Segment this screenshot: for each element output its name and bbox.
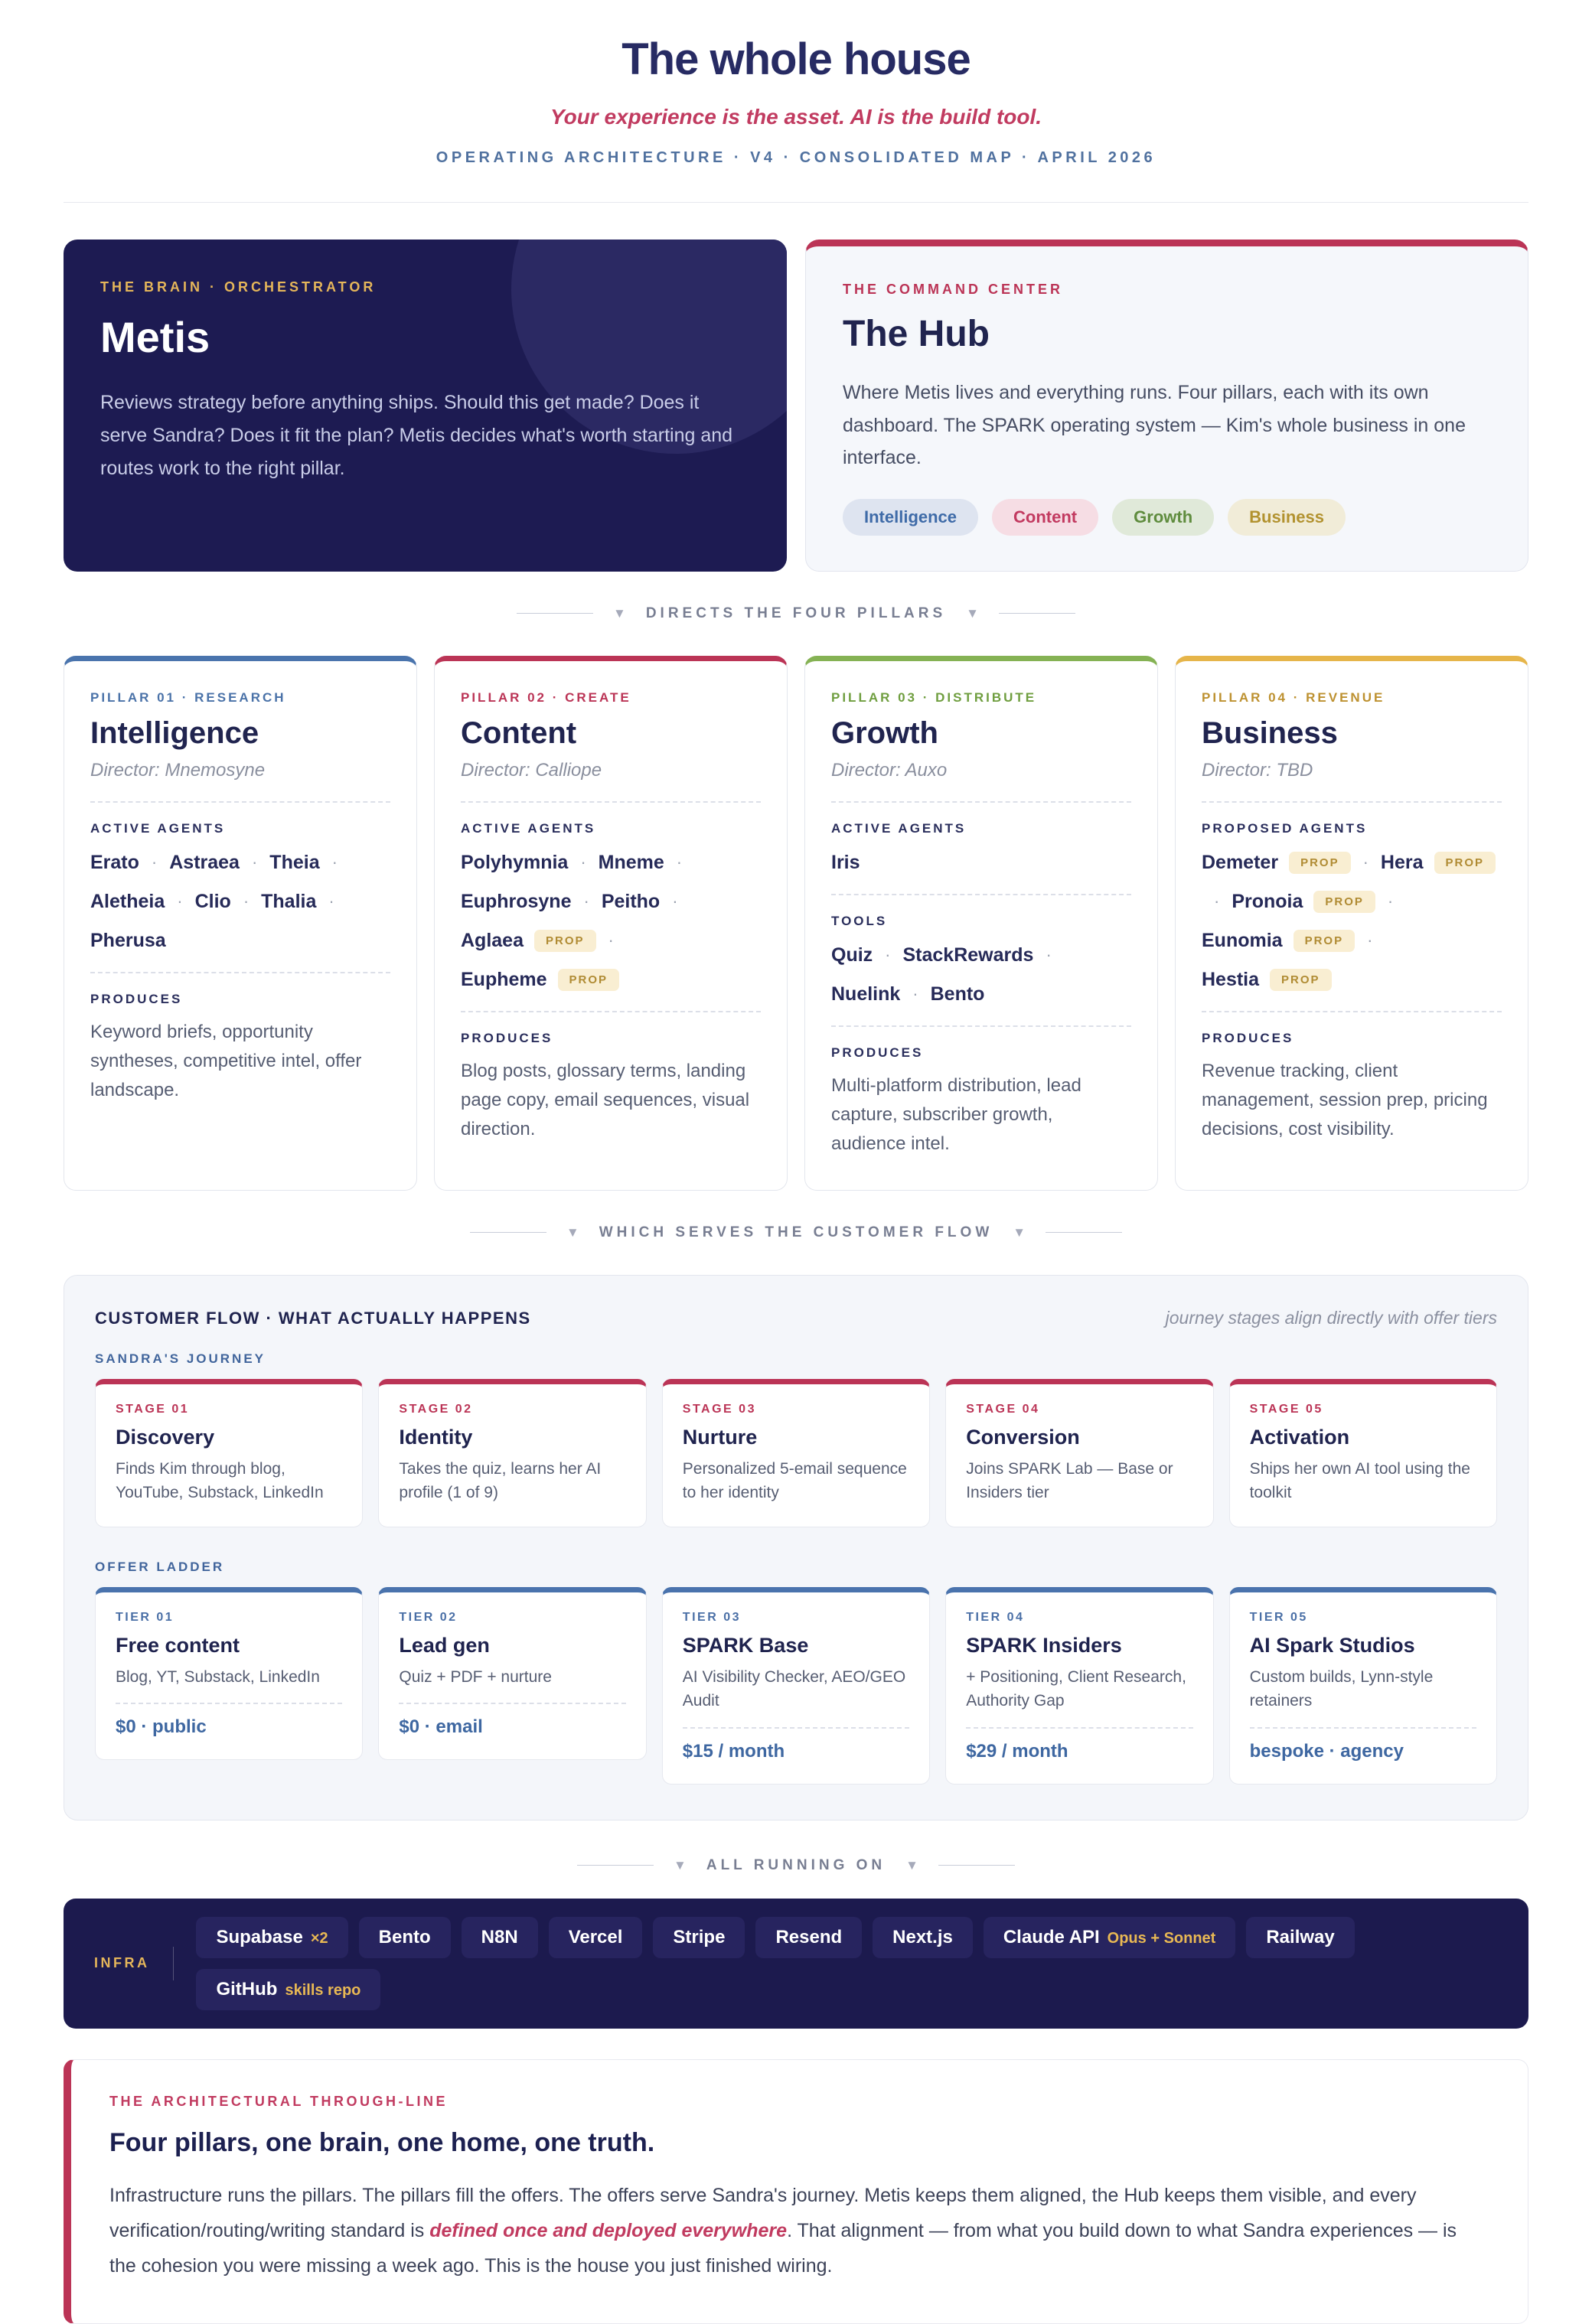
infra-label: INFRA <box>94 1955 150 1971</box>
prop-badge: PROP <box>1434 852 1496 874</box>
page-header <box>64 34 1528 203</box>
agent-name: Demeter <box>1202 851 1279 873</box>
chip-label: Resend <box>775 1926 843 1948</box>
dashed-divider <box>461 801 761 803</box>
chip-accent: Opus + Sonnet <box>1107 1929 1216 1947</box>
infra-chip-n8n <box>462 1917 538 1958</box>
stage-card-conversion <box>945 1379 1213 1527</box>
agents-heading: PROPOSED AGENTS <box>1202 820 1368 836</box>
agent-item <box>1232 891 1375 913</box>
agent-list <box>90 852 390 952</box>
dot-separator: · <box>177 891 183 911</box>
dashed-divider <box>116 1703 342 1704</box>
divider-line <box>938 1865 1015 1866</box>
agents-heading: ACTIVE AGENTS <box>90 820 226 836</box>
stage-card-discovery <box>95 1379 363 1527</box>
agent-item <box>90 852 139 874</box>
infra-chip-row <box>196 1917 1498 2010</box>
dot-separator: · <box>580 852 586 872</box>
divider-line <box>1046 1232 1122 1233</box>
tier-body: Custom builds, Lynn-style retainers <box>1249 1667 1434 1710</box>
produces-heading: PRODUCES <box>1202 1030 1294 1045</box>
agent-item <box>169 852 240 874</box>
agent-name: Pherusa <box>90 929 166 951</box>
divider-customer-flow <box>64 1224 1528 1241</box>
chip-label: GitHub <box>216 1978 278 2000</box>
tier-price: $0 · public <box>116 1716 207 1738</box>
agent-item <box>461 891 571 913</box>
divider-line <box>517 613 593 614</box>
tier-card-lead-gen <box>378 1587 646 1761</box>
dot-separator: · <box>912 984 918 1003</box>
tier-body: + Positioning, Client Research, Authority Gap <box>966 1667 1186 1710</box>
agent-item <box>1381 852 1496 874</box>
agent-name: Iris <box>831 851 860 873</box>
produces-text: Blog posts, glossary terms, landing page copy, email sequences, visual direction. <box>461 1060 750 1140</box>
agent-list <box>831 852 1131 874</box>
dot-separator: · <box>243 891 250 911</box>
agent-item <box>461 852 568 874</box>
dashed-divider <box>1202 801 1502 803</box>
agent-name: Erato <box>90 851 139 873</box>
through-line-heading: Four pillars, one brain, one home, one truth. <box>109 2127 655 2157</box>
agent-item <box>1202 969 1332 991</box>
tier-title: Free content <box>116 1633 240 1657</box>
divider-line <box>470 1232 546 1233</box>
produces-heading: PRODUCES <box>90 991 183 1006</box>
tool-list <box>831 944 1131 1006</box>
infra-chip-stripe <box>653 1917 745 1958</box>
hub-label: THE COMMAND CENTER <box>843 282 1063 297</box>
agent-item <box>831 983 900 1006</box>
agent-item <box>831 944 873 966</box>
hub-title: The Hub <box>843 314 990 354</box>
dot-separator: · <box>251 852 258 872</box>
chip-label: Next.js <box>892 1926 953 1948</box>
tier-title: SPARK Insiders <box>966 1633 1122 1657</box>
tier-body: Quiz + PDF + nurture <box>399 1667 552 1686</box>
metis-label: THE BRAIN · ORCHESTRATOR <box>100 279 377 295</box>
chip-accent: ×2 <box>310 1929 328 1947</box>
down-arrow-icon: ▼ <box>905 1857 918 1873</box>
stage-body: Ships her own AI tool using the toolkit <box>1249 1459 1470 1502</box>
hub-pill-row <box>843 499 1491 536</box>
divider-label: WHICH SERVES THE CUSTOMER FLOW <box>599 1224 993 1240</box>
stage-label: STAGE 02 <box>399 1402 473 1416</box>
stage-body: Takes the quiz, learns her AI profile (1 of 9) <box>399 1459 602 1502</box>
dashed-divider <box>683 1727 909 1729</box>
top-row <box>64 240 1528 572</box>
metis-card <box>64 240 787 572</box>
pillar-director: Director: TBD <box>1202 759 1313 781</box>
stage-card-activation <box>1229 1379 1497 1527</box>
stage-title: Identity <box>399 1425 473 1449</box>
divider-all-running-on <box>64 1857 1528 1874</box>
stage-label: STAGE 03 <box>682 1402 756 1416</box>
chip-label: N8N <box>481 1926 518 1948</box>
agent-item <box>931 983 985 1006</box>
tier-label: TIER 03 <box>682 1610 741 1624</box>
chip-label: Stripe <box>673 1926 726 1948</box>
pillar-title: Intelligence <box>90 715 259 750</box>
agent-name: Thalia <box>261 890 317 912</box>
tier-price: $0 · email <box>399 1716 483 1738</box>
prop-badge: PROP <box>1294 930 1355 952</box>
dashed-divider <box>831 894 1131 895</box>
prop-badge: PROP <box>1270 969 1332 991</box>
page-meta: OPERATING ARCHITECTURE · V4 · CONSOLIDATED MAP · APRIL 2026 <box>436 149 1156 166</box>
dot-separator: · <box>885 945 891 964</box>
paragraph-highlight: defined once and deployed everywhere <box>429 2219 788 2241</box>
agent-name: Euphrosyne <box>461 890 572 912</box>
hub-pill-growth: Growth <box>1112 499 1214 536</box>
dashed-divider <box>90 972 390 973</box>
dot-separator: · <box>1214 891 1220 911</box>
infra-chip-bento <box>359 1917 451 1958</box>
pillar-card-business <box>1175 656 1528 1191</box>
produces-text: Keyword briefs, opportunity syntheses, competitive intel, offer landscape. <box>90 1021 362 1101</box>
flow-note: journey stages align directly with offer tiers <box>1165 1307 1497 1328</box>
pillar-label: PILLAR 03 · DISTRIBUTE <box>831 689 1037 705</box>
agent-name: Astraea <box>169 851 240 873</box>
prop-badge: PROP <box>534 930 596 952</box>
chip-label: Supabase <box>216 1926 303 1948</box>
pillar-director: Director: Auxo <box>831 759 948 781</box>
chip-label: Railway <box>1266 1926 1335 1948</box>
down-arrow-icon: ▼ <box>966 605 979 621</box>
dashed-divider <box>399 1703 625 1704</box>
stage-label: STAGE 04 <box>966 1402 1040 1416</box>
agent-name: Polyhymnia <box>461 851 569 873</box>
tools-heading: TOOLS <box>831 913 888 928</box>
infra-chip-resend <box>755 1917 862 1958</box>
stage-label: STAGE 01 <box>116 1402 190 1416</box>
agent-item <box>1202 852 1351 874</box>
tier-body: Blog, YT, Substack, LinkedIn <box>116 1667 320 1686</box>
agent-item <box>195 891 231 913</box>
paragraph-text: . That alignment — from what you build down to what Sandra experiences — is the cohesion you were missing a week ago. This is the house you just finished wiring. <box>109 2219 1457 2277</box>
infra-chip-github <box>196 1969 380 2010</box>
dot-separator: · <box>672 891 678 911</box>
dot-separator: · <box>583 891 589 911</box>
tier-card-spark-base <box>662 1587 930 1785</box>
stage-body: Personalized 5-email sequence to her identity <box>682 1459 907 1502</box>
pillar-label: PILLAR 04 · REVENUE <box>1202 689 1385 705</box>
agent-name: Hera <box>1380 851 1424 873</box>
agent-item <box>1202 930 1355 952</box>
page-title: The whole house <box>621 34 971 84</box>
prop-badge: PROP <box>1313 891 1375 913</box>
stage-title: Activation <box>1249 1425 1350 1449</box>
dashed-divider <box>1202 1011 1502 1012</box>
hub-pill-content: Content <box>992 499 1098 536</box>
agent-name: Clio <box>194 890 231 912</box>
infra-bar <box>64 1899 1528 2029</box>
metis-title: Metis <box>100 313 210 361</box>
tier-price: $29 / month <box>966 1740 1068 1762</box>
dashed-divider <box>461 1011 761 1012</box>
divider-label: ALL RUNNING ON <box>706 1856 886 1873</box>
agent-item <box>461 969 619 991</box>
dashed-divider <box>831 801 1131 803</box>
tier-price: bespoke · agency <box>1249 1740 1404 1762</box>
dot-separator: · <box>331 852 338 872</box>
agents-heading: ACTIVE AGENTS <box>831 820 967 836</box>
agent-name: Peitho <box>601 890 661 912</box>
agents-heading: ACTIVE AGENTS <box>461 820 596 836</box>
agent-item <box>269 852 319 874</box>
ladder-label: OFFER LADDER <box>95 1559 225 1574</box>
stage-card-nurture <box>662 1379 930 1527</box>
pillar-label: PILLAR 02 · CREATE <box>461 689 631 705</box>
agent-list <box>461 852 761 991</box>
tier-card-ai-spark-studios <box>1229 1587 1497 1785</box>
produces-text: Revenue tracking, client management, session prep, pricing decisions, cost visibility. <box>1202 1060 1488 1140</box>
tier-card-spark-insiders <box>945 1587 1213 1785</box>
dashed-divider <box>1250 1727 1476 1729</box>
agent-list <box>1202 852 1502 991</box>
agent-name: Quiz <box>831 944 873 966</box>
produces-text: Multi-platform distribution, lead capture, subscriber growth, audience intel. <box>831 1074 1081 1155</box>
stage-card-identity <box>378 1379 646 1527</box>
chip-label: Vercel <box>568 1926 623 1948</box>
dashed-divider <box>90 801 390 803</box>
produces-heading: PRODUCES <box>461 1030 553 1045</box>
pillar-card-intelligence <box>64 656 417 1191</box>
dot-separator: · <box>608 931 614 950</box>
chip-accent: skills repo <box>285 1981 361 1999</box>
page <box>64 0 1528 2324</box>
agent-item <box>599 852 664 874</box>
chip-label: Claude API <box>1003 1926 1100 1948</box>
dot-separator: · <box>676 852 683 872</box>
pillar-title: Business <box>1202 715 1338 750</box>
down-arrow-icon: ▼ <box>674 1857 687 1873</box>
dashed-divider <box>966 1727 1192 1729</box>
agent-name: Aletheia <box>90 890 165 912</box>
stage-body: Joins SPARK Lab — Base or Insiders tier <box>966 1459 1173 1502</box>
pillar-card-growth <box>804 656 1158 1191</box>
tier-card-free-content <box>95 1587 363 1761</box>
dot-separator: · <box>1362 852 1369 872</box>
pillar-label: PILLAR 01 · RESEARCH <box>90 689 286 705</box>
agent-name: Hestia <box>1202 968 1260 990</box>
stage-title: Nurture <box>682 1425 758 1449</box>
tier-label: TIER 01 <box>116 1610 175 1624</box>
pillar-title: Growth <box>831 715 938 750</box>
dot-separator: · <box>328 891 334 911</box>
agent-item <box>261 891 316 913</box>
agent-item <box>903 944 1034 966</box>
prop-badge: PROP <box>1289 852 1351 874</box>
agent-name: Mneme <box>598 851 664 873</box>
agent-name: Eunomia <box>1202 929 1283 951</box>
stage-title: Discovery <box>116 1425 215 1449</box>
ladder-row <box>95 1587 1497 1785</box>
tier-body: AI Visibility Checker, AEO/GEO Audit <box>682 1667 906 1710</box>
divider-label: DIRECTS THE FOUR PILLARS <box>645 605 947 621</box>
down-arrow-icon: ▼ <box>1013 1224 1026 1240</box>
through-line-card <box>64 2059 1528 2324</box>
dot-separator: · <box>151 852 158 872</box>
tier-title: Lead gen <box>399 1633 490 1657</box>
page-subtitle: Your experience is the asset. AI is the build tool. <box>550 105 1042 129</box>
pillar-director: Director: Calliope <box>461 759 602 781</box>
flow-title: CUSTOMER FLOW · WHAT ACTUALLY HAPPENS <box>95 1308 531 1328</box>
journey-row <box>95 1379 1497 1527</box>
divider-line <box>577 1865 654 1866</box>
hub-pill-intelligence: Intelligence <box>843 499 978 536</box>
paragraph-text: Infrastructure runs the pillars. The pillars fill the offers. The offers serve Sandra's journey. Metis keeps them aligned, the Hub keeps them visible, and every verification/routing/writing standard is <box>109 2184 1417 2241</box>
pillar-card-content <box>434 656 788 1191</box>
dot-separator: · <box>1046 945 1052 964</box>
hub-pill-business: Business <box>1228 499 1346 536</box>
infra-chip-vercel <box>549 1917 643 1958</box>
agent-item <box>831 852 860 874</box>
pillar-row <box>64 656 1528 1191</box>
chip-label: Bento <box>378 1926 431 1948</box>
vertical-divider <box>173 1947 174 1980</box>
hub-description: Where Metis lives and everything runs. Four pillars, each with its own dashboard. The SPARK operating system — Kim's whole business in one interface. <box>843 382 1466 468</box>
produces-heading: PRODUCES <box>831 1045 924 1060</box>
infra-chip-railway <box>1246 1917 1354 1958</box>
agent-name: Pronoia <box>1232 890 1303 912</box>
metis-description: Reviews strategy before anything ships. Should this get made? Does it serve Sandra? Does it fit the plan? Metis decides what's worth starting and routes work to the right pillar. <box>100 392 733 479</box>
through-line-paragraph <box>109 2178 1487 2284</box>
stage-body: Finds Kim through blog, YouTube, Substack, LinkedIn <box>116 1459 324 1502</box>
customer-flow-panel <box>64 1275 1528 1820</box>
agent-name: Bento <box>930 983 985 1005</box>
journey-label: SANDRA'S JOURNEY <box>95 1351 266 1366</box>
infra-chip-claude-api <box>984 1917 1236 1958</box>
infra-chip-next-js <box>873 1917 973 1958</box>
agent-item <box>90 930 166 952</box>
through-line-label: THE ARCHITECTURAL THROUGH-LINE <box>109 2093 448 2109</box>
down-arrow-icon: ▼ <box>566 1224 579 1240</box>
stage-label: STAGE 05 <box>1249 1402 1323 1416</box>
tier-title: SPARK Base <box>682 1633 809 1657</box>
hub-card <box>805 240 1528 572</box>
pillar-director: Director: Mnemosyne <box>90 759 266 781</box>
tier-label: TIER 04 <box>966 1610 1025 1624</box>
agent-name: StackRewards <box>902 944 1034 966</box>
infra-chip-supabase <box>196 1917 347 1958</box>
agent-item <box>90 891 165 913</box>
pillar-title: Content <box>461 715 577 750</box>
agent-name: Eupheme <box>461 968 547 990</box>
agent-item <box>461 930 596 952</box>
dashed-divider <box>831 1025 1131 1027</box>
tier-label: TIER 02 <box>399 1610 458 1624</box>
tier-title: AI Spark Studios <box>1249 1633 1415 1657</box>
down-arrow-icon: ▼ <box>613 605 626 621</box>
dot-separator: · <box>1367 931 1373 950</box>
dot-separator: · <box>1387 891 1394 911</box>
agent-name: Aglaea <box>461 929 524 951</box>
flow-header <box>95 1308 1497 1328</box>
prop-badge: PROP <box>558 969 620 991</box>
tier-label: TIER 05 <box>1249 1610 1308 1624</box>
agent-item <box>602 891 660 913</box>
agent-name: Nuelink <box>831 983 901 1005</box>
divider-line <box>999 613 1075 614</box>
tier-price: $15 / month <box>682 1740 785 1762</box>
agent-name: Theia <box>269 851 320 873</box>
divider-directs-pillars <box>64 605 1528 622</box>
stage-title: Conversion <box>966 1425 1080 1449</box>
